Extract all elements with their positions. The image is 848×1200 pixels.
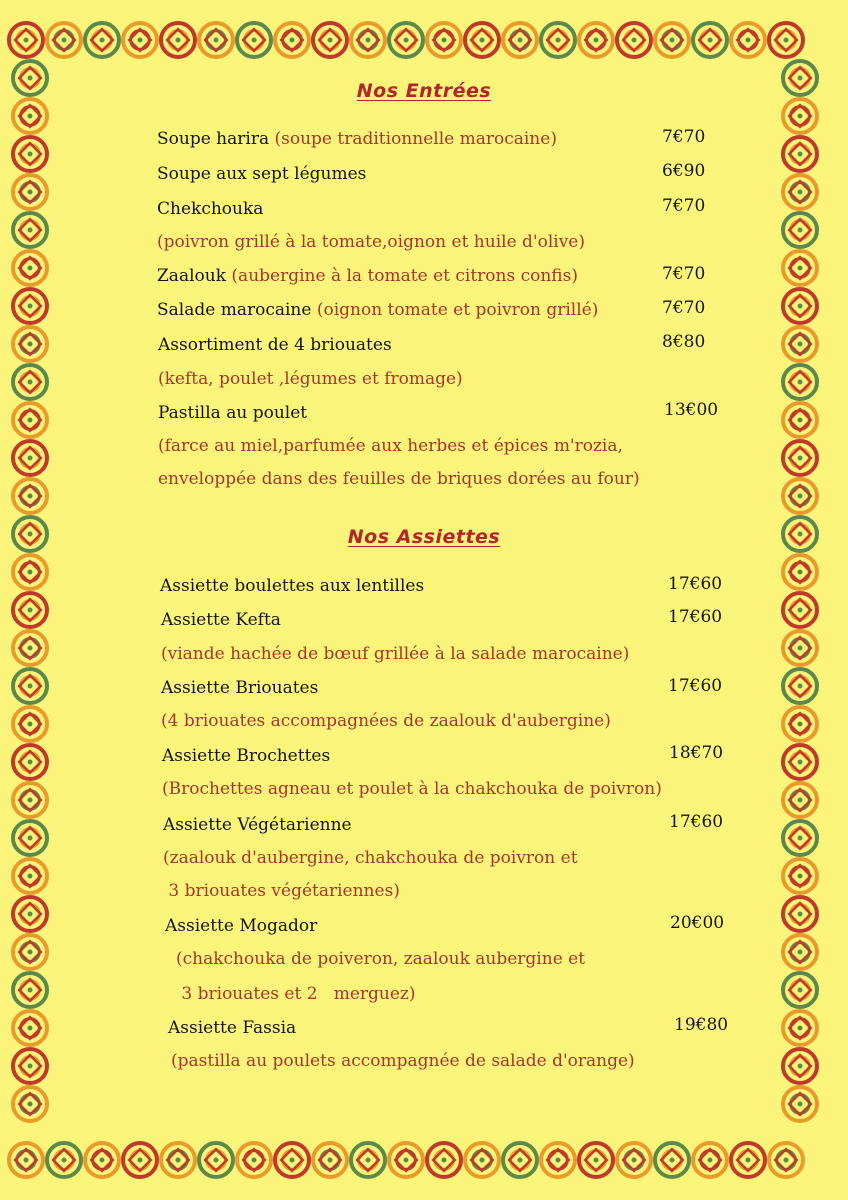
- knot-motif: [427, 1143, 461, 1177]
- knot-motif: [13, 821, 47, 855]
- knot-motif: [617, 23, 651, 57]
- knot-motif: [693, 23, 727, 57]
- item-price: 7€70: [662, 298, 706, 318]
- knot-motif: [13, 99, 47, 133]
- knot-motif: [275, 23, 309, 57]
- knot-motif: [783, 631, 817, 665]
- item-name: Zaalouk: [157, 266, 227, 286]
- knot-motif: [275, 1143, 309, 1177]
- knot-motif: [13, 479, 47, 513]
- item-name: Assiette boulettes aux lentilles: [160, 576, 425, 596]
- knot-motif: [351, 1143, 385, 1177]
- knot-motif: [783, 403, 817, 437]
- knot-motif: [541, 1143, 575, 1177]
- knot-motif: [579, 1143, 613, 1177]
- knot-motif: [541, 23, 575, 57]
- item-price: 17€60: [668, 607, 723, 627]
- item-description: (zaalouk d'aubergine, chakchouka de poivron et: [163, 848, 578, 868]
- item-description: (oignon tomate et poivron grillé): [316, 300, 599, 320]
- knot-motif: [13, 593, 47, 627]
- knot-motif: [13, 745, 47, 779]
- item-price: 20€00: [670, 913, 725, 933]
- knot-motif: [199, 23, 233, 57]
- knot-motif: [123, 23, 157, 57]
- knot-motif: [783, 783, 817, 817]
- item-name: Assiette Kefta: [161, 610, 281, 630]
- knot-motif: [13, 859, 47, 893]
- knot-motif: [13, 555, 47, 589]
- knot-motif: [617, 1143, 651, 1177]
- knot-motif: [655, 1143, 689, 1177]
- knot-motif: [783, 1087, 817, 1121]
- knot-motif: [237, 1143, 271, 1177]
- knot-motif: [783, 365, 817, 399]
- knot-motif: [783, 251, 817, 285]
- knot-motif: [783, 669, 817, 703]
- knot-motif: [13, 935, 47, 969]
- knot-motif: [783, 289, 817, 323]
- knot-motif: [783, 1011, 817, 1045]
- item-name: Assortiment de 4 briouates: [158, 335, 392, 355]
- knot-motif: [13, 1049, 47, 1083]
- knot-motif: [783, 745, 817, 779]
- knot-motif: [783, 479, 817, 513]
- entrees-title: Nos Entrées: [356, 80, 492, 102]
- knot-motif: [13, 403, 47, 437]
- item-price: 7€70: [662, 196, 706, 216]
- item-description: 3 briouates végétariennes): [163, 881, 400, 901]
- knot-motif: [783, 441, 817, 475]
- item-price: 8€80: [662, 332, 706, 352]
- knot-motif: [389, 1143, 423, 1177]
- knot-motif: [783, 859, 817, 893]
- menu-item-kefta: [161, 609, 281, 631]
- knot-motif: [783, 707, 817, 741]
- knot-motif: [503, 23, 537, 57]
- knot-motif: [783, 327, 817, 361]
- knot-motif: [47, 1143, 81, 1177]
- item-description: (soupe traditionnelle marocaine): [274, 129, 557, 149]
- assiettes-title: Nos Assiettes: [347, 526, 501, 548]
- knot-motif: [13, 897, 47, 931]
- item-name: Soupe harira: [157, 129, 270, 149]
- item-name: Assiette Mogador: [165, 916, 318, 936]
- knot-motif: [313, 23, 347, 57]
- knot-motif: [9, 1143, 43, 1177]
- item-description: (farce au miel,parfumée aux herbes et épices m'rozia,: [158, 436, 623, 456]
- knot-motif: [783, 555, 817, 589]
- knot-motif: [783, 897, 817, 931]
- menu-item-soupe-legumes: [157, 163, 366, 185]
- knot-motif: [693, 1143, 727, 1177]
- knot-motif: [13, 365, 47, 399]
- knot-motif: [9, 23, 43, 57]
- item-description: (aubergine à la tomate et citrons confis): [231, 266, 578, 286]
- knot-motif: [13, 631, 47, 665]
- item-description: (Brochettes agneau et poulet à la chakchouka de poivron): [162, 779, 662, 799]
- menu-item-zaalouk: [157, 265, 578, 287]
- item-price: 18€70: [669, 743, 724, 763]
- knot-motif: [465, 1143, 499, 1177]
- menu-item-brochettes: [162, 745, 330, 767]
- menu-item-briouates: [158, 334, 392, 356]
- item-name: Soupe aux sept légumes: [157, 164, 367, 184]
- menu-item-fassia: [168, 1017, 296, 1039]
- item-name: Assiette Végétarienne: [163, 815, 352, 835]
- knot-motif: [13, 973, 47, 1007]
- knot-motif: [13, 327, 47, 361]
- knot-motif: [427, 23, 461, 57]
- knot-motif: [85, 23, 119, 57]
- item-name: Assiette Briouates: [161, 678, 319, 698]
- knot-motif: [13, 213, 47, 247]
- knot-motif: [783, 213, 817, 247]
- knot-motif: [783, 1049, 817, 1083]
- item-name: Chekchouka: [157, 199, 264, 219]
- item-price: 19€80: [674, 1015, 729, 1035]
- item-name: Assiette Fassia: [168, 1018, 297, 1038]
- item-name: Pastilla au poulet: [158, 403, 308, 423]
- knot-motif: [237, 23, 271, 57]
- menu-item-vegetarienne: [163, 814, 352, 836]
- knot-motif: [351, 23, 385, 57]
- item-description: (poivron grillé à la tomate,oignon et huile d'olive): [157, 232, 586, 252]
- knot-motif: [783, 593, 817, 627]
- knot-motif: [161, 1143, 195, 1177]
- knot-motif: [13, 251, 47, 285]
- item-price: 7€70: [662, 127, 706, 147]
- item-description: (pastilla au poulets accompagnée de salade d'orange): [171, 1051, 635, 1071]
- item-name: Assiette Brochettes: [162, 746, 331, 766]
- item-price: 17€60: [668, 676, 723, 696]
- menu-item-salade-marocaine: [157, 299, 598, 321]
- knot-motif: [465, 23, 499, 57]
- knot-motif: [13, 783, 47, 817]
- knot-motif: [13, 669, 47, 703]
- item-name: Salade marocaine: [157, 300, 312, 320]
- knot-motif: [731, 23, 765, 57]
- knot-motif: [503, 1143, 537, 1177]
- item-description: (4 briouates accompagnées de zaalouk d'aubergine): [161, 711, 611, 731]
- menu-item-soupe-harira: [157, 128, 557, 150]
- knot-motif: [389, 23, 423, 57]
- menu-item-boulettes: [160, 575, 424, 597]
- knot-motif: [655, 23, 689, 57]
- knot-motif: [47, 23, 81, 57]
- item-description: (chakchouka de poiveron, zaalouk aubergine et: [176, 949, 586, 969]
- knot-motif: [783, 137, 817, 171]
- knot-motif: [161, 23, 195, 57]
- menu-item-chekchouka: [157, 198, 263, 220]
- menu-item-pastilla: [158, 402, 307, 424]
- item-price: 13€00: [664, 400, 719, 420]
- knot-motif: [13, 707, 47, 741]
- knot-motif: [579, 23, 613, 57]
- knot-motif: [13, 137, 47, 171]
- knot-motif: [783, 99, 817, 133]
- menu-item-briouates-assiette: [161, 677, 318, 699]
- knot-motif: [783, 935, 817, 969]
- item-price: 7€70: [662, 264, 706, 284]
- knot-motif: [13, 1087, 47, 1121]
- knot-motif: [13, 1011, 47, 1045]
- knot-motif: [313, 1143, 347, 1177]
- knot-motif: [85, 1143, 119, 1177]
- knot-motif: [783, 175, 817, 209]
- item-description: enveloppée dans des feuilles de briques dorées au four): [158, 469, 640, 489]
- knot-motif: [783, 821, 817, 855]
- knot-motif: [731, 1143, 765, 1177]
- item-price: 6€90: [662, 161, 706, 181]
- knot-motif: [13, 441, 47, 475]
- knot-motif: [13, 175, 47, 209]
- item-description: 3 briouates et 2 merguez): [176, 984, 416, 1004]
- knot-motif: [123, 1143, 157, 1177]
- item-price: 17€60: [669, 812, 724, 832]
- item-description: (kefta, poulet ,légumes et fromage): [158, 369, 463, 389]
- item-description: (viande hachée de bœuf grillée à la salade marocaine): [161, 644, 630, 664]
- item-price: 17€60: [668, 574, 723, 594]
- knot-motif: [199, 1143, 233, 1177]
- knot-motif: [783, 973, 817, 1007]
- knot-motif: [769, 1143, 803, 1177]
- knot-motif: [769, 23, 803, 57]
- menu-item-mogador: [165, 915, 317, 937]
- knot-motif: [13, 289, 47, 323]
